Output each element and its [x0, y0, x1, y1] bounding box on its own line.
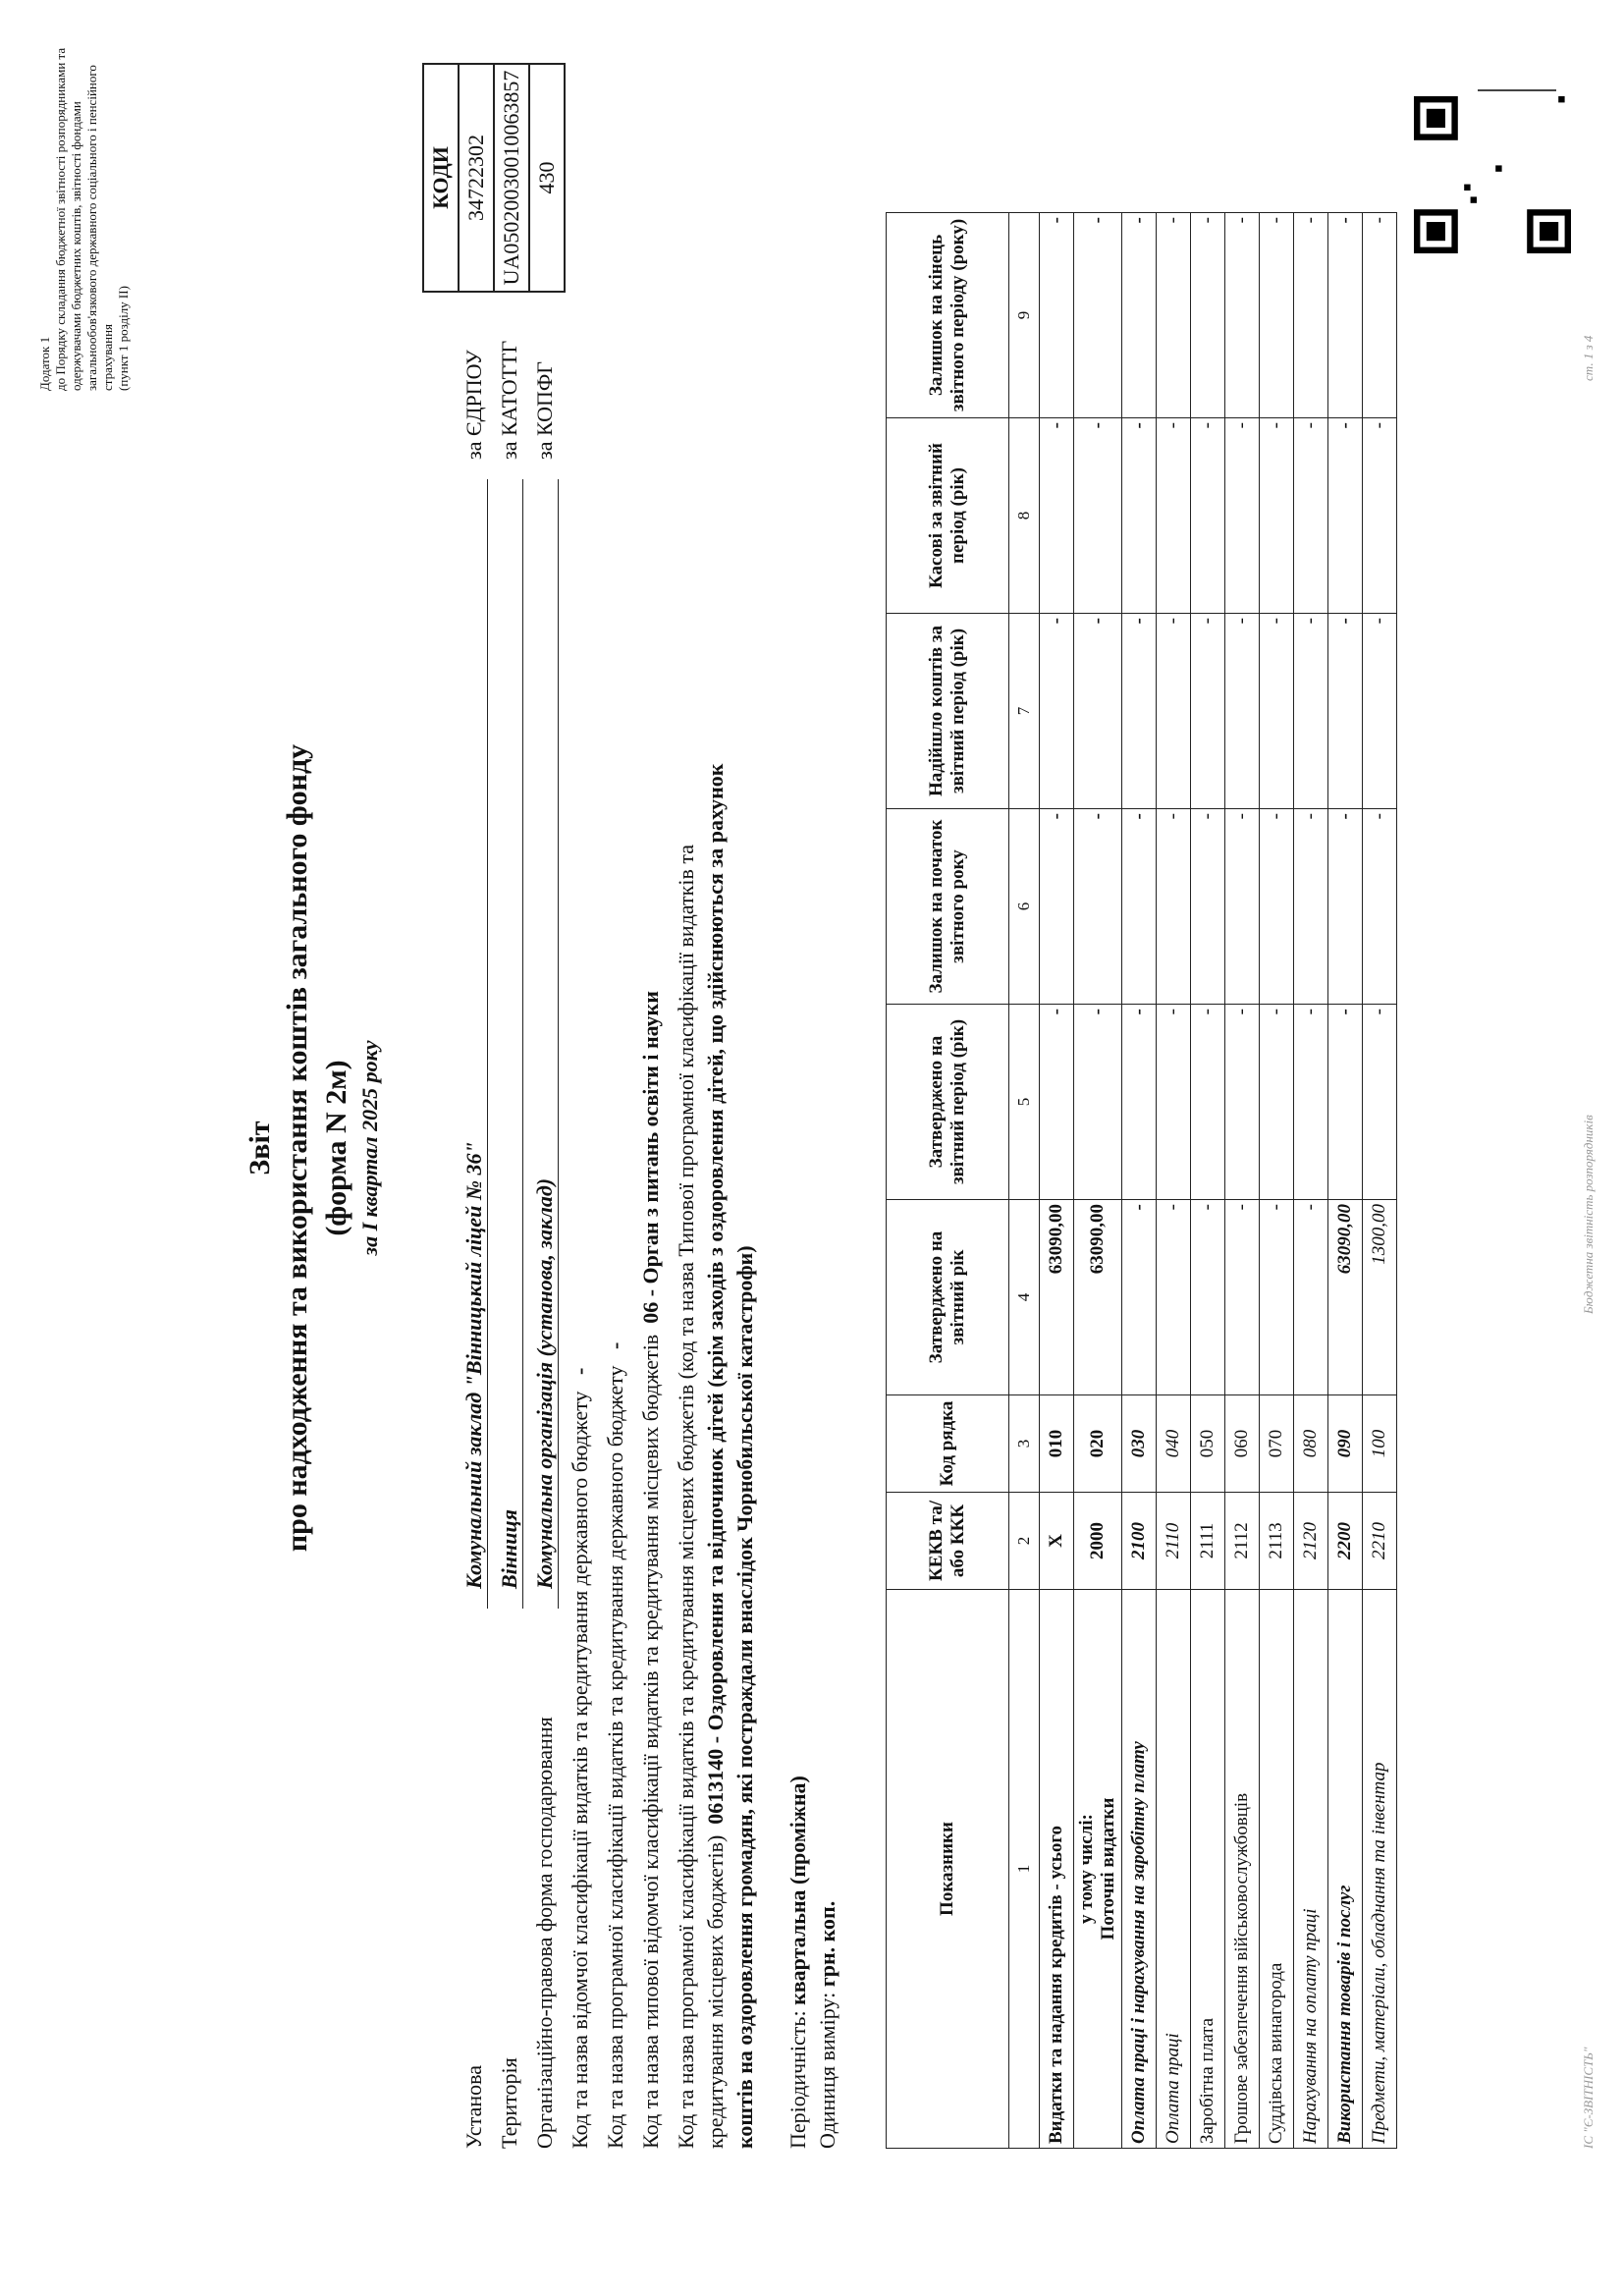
row-indicator-name: Використання товарів і послуг	[1328, 1590, 1363, 2149]
table-cell: -	[1260, 614, 1294, 809]
table-row	[1040, 213, 1074, 2149]
table-cell: 010	[1040, 1395, 1074, 1493]
col-header: Показники	[887, 1590, 1009, 2149]
table-cell: 060	[1225, 1395, 1260, 1493]
table-cell: -	[1157, 418, 1191, 614]
katottg-value: UA05020030010063857	[494, 64, 529, 292]
table-row	[1191, 213, 1225, 2149]
table-cell: -	[1191, 213, 1225, 418]
kopfg-label: за КОПФГ	[532, 361, 557, 460]
row-indicator-name: Видатки та надання кредитів - усього	[1040, 1590, 1074, 2149]
institution-value: Комунальний заклад "Вінницький ліцей № 36"	[461, 1141, 486, 1589]
unit-line: Одиниця виміру: грн. коп.	[815, 1900, 839, 2149]
col-header: КЕКВ та/або ККК	[887, 1493, 1009, 1590]
table-cell: 63090,00	[1040, 1200, 1074, 1395]
institution-underline	[487, 479, 488, 1609]
col-header: Надійшло коштів за звітний період (рік)	[887, 614, 1009, 809]
table-cell: -	[1294, 614, 1328, 809]
col-header: Код рядка	[887, 1395, 1009, 1493]
qr-code-image	[1414, 96, 1571, 253]
report-period: за I квартал 2025 року	[357, 1040, 382, 1256]
table-cell: -	[1157, 809, 1191, 1005]
table-cell: 1300,00	[1363, 1200, 1397, 1395]
column-number: 6	[1009, 809, 1040, 1005]
report-subtitle: про надходження та використання коштів загального фонду	[281, 743, 313, 1553]
table-cell: -	[1328, 809, 1363, 1005]
form-number: (форма N 2м)	[320, 1060, 352, 1236]
table-header-row	[887, 213, 1009, 2149]
col-header: Затверджено на звітний період (рік)	[887, 1005, 1009, 1200]
typical-dept-label: Код та назва типової відомчої класифікації видатків та кредитування місцевих бюджетів 06 - Орган з питань освіти і науки	[638, 991, 663, 2149]
table-cell: -	[1122, 614, 1157, 809]
table-cell: -	[1040, 1005, 1074, 1200]
row-indicator-name	[1074, 1590, 1122, 2149]
legal-form-underline	[558, 479, 559, 1609]
table-row	[1157, 213, 1191, 2149]
table-cell: 070	[1260, 1395, 1294, 1493]
table-cell: -	[1225, 1005, 1260, 1200]
table-cell: -	[1122, 1200, 1157, 1395]
row-indicator-name: Заробітна плата	[1191, 1590, 1225, 2149]
table-cell: -	[1157, 1200, 1191, 1395]
table-cell: 030	[1122, 1395, 1157, 1493]
table-cell: -	[1294, 418, 1328, 614]
table-cell: -	[1225, 418, 1260, 614]
table-cell: -	[1074, 1005, 1122, 1200]
table-cell: 040	[1157, 1395, 1191, 1493]
table-row	[1363, 213, 1397, 2149]
kopfg-value: 430	[529, 64, 565, 292]
column-number: 3	[1009, 1395, 1040, 1493]
table-row	[1122, 213, 1157, 2149]
table-cell: 100	[1363, 1395, 1397, 1493]
row-indicator-name: Оплата праці	[1157, 1590, 1191, 2149]
column-number: 9	[1009, 213, 1040, 418]
appendix-note: Додаток 1 до Порядку складання бюджетної звітності розпорядниками та одержувачами бюджетних коштів, звітності фондами загальнообов'язкового державного соціального і пенсійного страхування (пункт 1 розділу II)	[37, 47, 131, 391]
column-number: 4	[1009, 1200, 1040, 1395]
table-cell: -	[1191, 1200, 1225, 1395]
footer-system-stamp: ІС "Є-ЗВІТНІСТЬ"	[1581, 2047, 1596, 2149]
table-cell: -	[1328, 418, 1363, 614]
row-subheading: у тому числі:	[1076, 1813, 1097, 1925]
table-cell: -	[1260, 1200, 1294, 1395]
table-cell: 2210	[1363, 1493, 1397, 1590]
table-cell: -	[1040, 809, 1074, 1005]
table-cell: -	[1328, 213, 1363, 418]
table-cell: -	[1040, 614, 1074, 809]
table-cell: -	[1363, 809, 1397, 1005]
table-row	[1260, 213, 1294, 2149]
table-cell: -	[1122, 213, 1157, 418]
table-cell: -	[1157, 1005, 1191, 1200]
table-cell: -	[1191, 418, 1225, 614]
main-table	[886, 212, 1397, 2149]
edrpou-value: 34722302	[459, 64, 494, 292]
program-local-value-line2: коштів на оздоровлення громадян, які постраждали внаслідок Чорнобильської катастрофи)	[732, 1245, 757, 2149]
table-cell: -	[1191, 614, 1225, 809]
table-cell: -	[1260, 418, 1294, 614]
table-cell: -	[1260, 809, 1294, 1005]
territory-underline	[522, 479, 523, 1609]
table-cell: -	[1260, 213, 1294, 418]
col-header: Касові за звітний період (рік)	[887, 418, 1009, 614]
periodicity-line: Періодичність: квартальна (проміжна)	[785, 1776, 810, 2149]
table-cell: -	[1074, 809, 1122, 1005]
table-cell: -	[1260, 1005, 1294, 1200]
table-cell: 2000	[1074, 1493, 1122, 1590]
table-cell: 2111	[1191, 1493, 1225, 1590]
table-cell: 2113	[1260, 1493, 1294, 1590]
footer-report-stamp: Бюджетна звітність розпорядників	[1581, 1115, 1596, 1314]
table-cell: -	[1225, 213, 1260, 418]
table-cell: -	[1294, 1200, 1328, 1395]
table-cell: -	[1363, 614, 1397, 809]
table-cell: -	[1157, 614, 1191, 809]
table-cell: -	[1157, 213, 1191, 418]
report-title: Звіт	[244, 1121, 276, 1175]
table-cell: -	[1225, 1200, 1260, 1395]
table-cell: 2120	[1294, 1493, 1328, 1590]
table-cell: -	[1191, 809, 1225, 1005]
table-cell: 2200	[1328, 1493, 1363, 1590]
table-cell: -	[1363, 213, 1397, 418]
table-cell: 2112	[1225, 1493, 1260, 1590]
table-cell: 050	[1191, 1395, 1225, 1493]
table-cell: X	[1040, 1493, 1074, 1590]
territory-label: Територія	[497, 2057, 521, 2149]
dept-code-label: Код та назва відомчої класифікації видатків та кредитування державного бюджету -	[568, 1367, 592, 2149]
table-row	[1328, 213, 1363, 2149]
row-indicator-name: Суддівська винагорода	[1260, 1590, 1294, 2149]
row-indicator-name: Грошове забезпечення військовослужбовців	[1225, 1590, 1260, 2149]
column-number: 1	[1009, 1590, 1040, 2149]
footer-page-stamp: ст. 1 з 4	[1581, 335, 1596, 381]
table-cell: -	[1040, 213, 1074, 418]
pen-mark	[1478, 89, 1556, 91]
program-code-label: Код та назва програмної класифікації видатків та кредитування державного бюджету -	[603, 1341, 627, 2149]
table-cell: -	[1074, 213, 1122, 418]
territory-value: Вінниця	[497, 1508, 521, 1589]
col-header: Залишок на початок звітного року	[887, 809, 1009, 1005]
table-row	[1294, 213, 1328, 2149]
table-cell: -	[1040, 418, 1074, 614]
edrpou-label: за ЄДРПОУ	[461, 350, 486, 460]
col-header: Затверджено на звітний рік	[887, 1200, 1009, 1395]
column-number: 7	[1009, 614, 1040, 809]
row-indicator-name: Предмети, матеріали, обладнання та інвентар	[1363, 1590, 1397, 2149]
table-cell: -	[1225, 809, 1260, 1005]
table-cell: -	[1294, 1005, 1328, 1200]
table-cell: -	[1191, 1005, 1225, 1200]
row-name: Поточні видатки	[1098, 1797, 1118, 1941]
row-indicator-name: Нарахування на оплату праці	[1294, 1590, 1328, 2149]
table-cell: -	[1363, 1005, 1397, 1200]
program-local-line2: кредитування місцевих бюджетів) 0613140 - Оздоровлення та відпочинок дітей (крім заходів з оздоровлення дітей, що здійснюються за рахунок	[703, 763, 728, 2149]
table-cell: -	[1328, 1005, 1363, 1200]
table-row	[1225, 213, 1260, 2149]
codes-header: КОДИ	[423, 64, 459, 292]
table-cell: 63090,00	[1074, 1200, 1122, 1395]
table-cell: 63090,00	[1328, 1200, 1363, 1395]
table-cell: 090	[1328, 1395, 1363, 1493]
table-cell: -	[1225, 614, 1260, 809]
col-header: Залишок на кінець звітного періоду (року)	[887, 213, 1009, 418]
table-cell: -	[1328, 614, 1363, 809]
program-local-label: Код та назва програмної класифікації видатків та кредитування місцевих бюджетів (код та назва Типової програмної класифікації видатків та	[674, 845, 698, 2149]
institution-label: Установа	[461, 2065, 486, 2149]
table-cell: -	[1074, 418, 1122, 614]
table-cell: 020	[1074, 1395, 1122, 1493]
column-number: 5	[1009, 1005, 1040, 1200]
row-indicator-name: Оплата праці і нарахування на заробітну плату	[1122, 1590, 1157, 2149]
legal-form-value: Комунальна організація (установа, заклад)	[532, 1177, 557, 1589]
table-cell: -	[1122, 418, 1157, 614]
codes-table	[422, 63, 566, 293]
column-number: 2	[1009, 1493, 1040, 1590]
table-cell: -	[1122, 809, 1157, 1005]
table-cell: 2100	[1122, 1493, 1157, 1590]
table-cell: 080	[1294, 1395, 1328, 1493]
table-cell: -	[1294, 809, 1328, 1005]
column-number-row	[1009, 213, 1040, 2149]
legal-form-label: Організаційно-правова форма господарювання	[532, 1717, 557, 2149]
katottg-label: за КАТОТТГ	[497, 340, 521, 460]
table-cell: -	[1074, 614, 1122, 809]
table-cell: 2110	[1157, 1493, 1191, 1590]
table-cell: -	[1122, 1005, 1157, 1200]
table-cell: -	[1363, 418, 1397, 614]
table-cell: -	[1294, 213, 1328, 418]
table-row	[1074, 213, 1122, 2149]
column-number: 8	[1009, 418, 1040, 614]
